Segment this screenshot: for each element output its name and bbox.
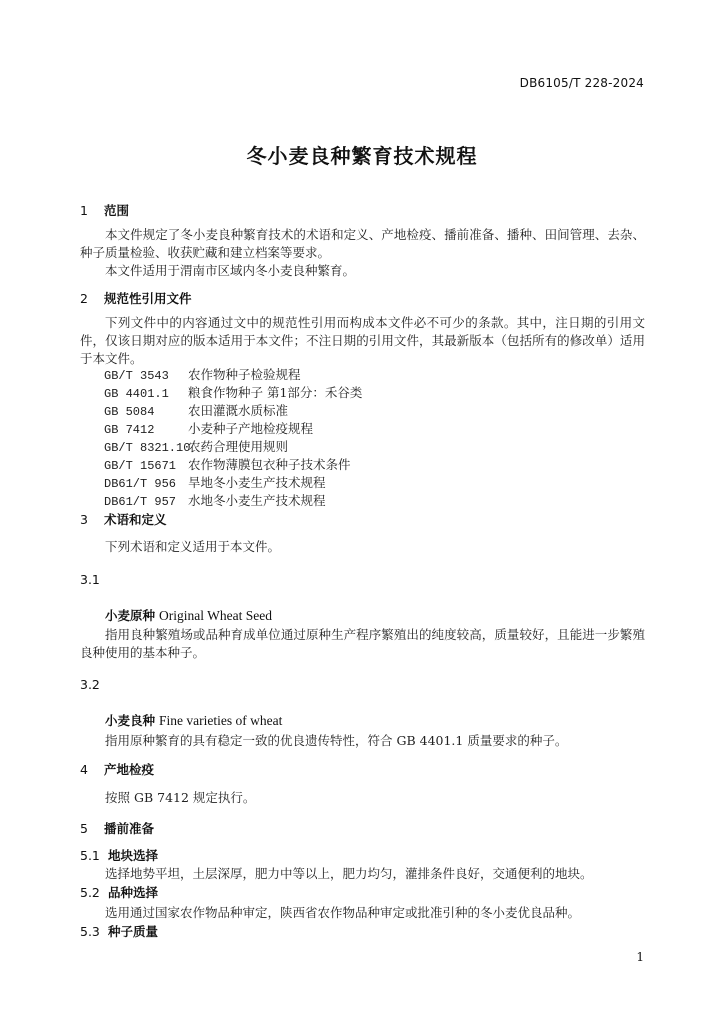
reference-name: 农田灌溉水质标准 [188,403,289,418]
document-id: DB6105/T 228-2024 [519,76,644,90]
term-title [105,606,272,624]
reference-code: GB 4401.1 [104,387,169,401]
section-3-heading [80,510,167,528]
reference-name: 粮食作物种子 第1部分：禾谷类 [188,385,363,400]
term-chinese: 小麦良种 [105,713,156,728]
section-title: 规范性引用文件 [104,291,192,306]
section-number: 2 [80,291,88,306]
section-5-heading [80,819,154,837]
subsection-5-1-heading [80,846,158,864]
reference-name: 农作物薄膜包衣种子技术条件 [188,457,351,472]
section-1-heading [80,201,129,219]
reference-code: GB 5084 [104,405,155,419]
term-definition: 指用原种繁育的具有稳定一致的优良遗传特性，符合 GB 4401.1 质量要求的种子。 [105,733,568,748]
reference-item [104,491,326,509]
subsection-title: 种子质量 [108,924,159,939]
reference-code: DB61/T 956 [104,477,177,491]
reference-name: 农药合理使用规则 [188,439,289,454]
section-title: 播前准备 [104,821,155,836]
subsection-5-3-heading [80,922,158,940]
term-definition: 指用良种繁殖场或品种育成单位通过原种生产程序繁殖出的纯度较高，质量较好，且能进一步繁殖良种使用的基本种子。 [80,627,645,660]
section-number: 4 [80,762,88,777]
subsection-number: 5.3 [80,924,100,939]
reference-item [104,401,288,419]
variety-selection-text: 选用通过国家农作物品种审定，陕西省农作物品种审定或批准引种的冬小麦优良品种。 [105,905,581,920]
term-english: Original Wheat Seed [159,608,272,623]
reference-item [104,383,362,401]
subsection-number: 5.2 [80,885,100,900]
section-title: 产地检疫 [104,762,155,777]
reference-item [104,473,326,491]
subsection-title: 地块选择 [108,848,159,863]
section-number: 3 [80,512,88,527]
section-title: 范围 [104,203,130,218]
reference-name: 农作物种子检验规程 [188,367,301,382]
subsection-5-2-heading [80,883,158,901]
section-number: 1 [80,203,88,218]
section-4-heading [80,760,154,778]
reference-item [104,455,351,473]
document-title: 冬小麦良种繁育技术规程 [246,144,478,168]
term-number: 3.1 [80,572,100,587]
section-number: 5 [80,821,88,836]
page-number: 1 [636,950,644,964]
reference-name: 旱地冬小麦生产技术规程 [188,475,326,490]
reference-name: 小麦种子产地检疫规程 [188,421,314,436]
reference-code: GB/T 15671 [104,459,177,473]
scope-paragraph: 本文件规定了冬小麦良种繁育技术的术语和定义、产地检疫、播前准备、播种、田间管理、去杂、种子质量检验、收获贮藏和建立档案等要求。 [80,227,645,260]
quarantine-text: 按照 GB 7412 规定执行。 [105,790,256,805]
reference-code: GB/T 8321.10 [104,441,191,455]
references-intro: 下列文件中的内容通过文中的规范性引用而构成本文件必不可少的条款。其中，注日期的引用文件，仅该日期对应的版本适用于本文件；不注日期的引用文件，其最新版本（包括所有的修改单）适用于本文件。 [80,315,645,366]
section-2-heading [80,289,192,307]
reference-item [104,437,288,455]
reference-item [104,365,301,383]
reference-name: 水地冬小麦生产技术规程 [188,493,326,508]
term-english: Fine varieties of wheat [159,713,283,728]
reference-item [104,419,313,437]
scope-applicability: 本文件适用于渭南市区域内冬小麦良种繁育。 [105,263,356,278]
term-chinese: 小麦原种 [105,608,156,623]
plot-selection-text: 选择地势平坦，土层深厚，肥力中等以上，肥力均匀，灌排条件良好，交通便利的地块。 [105,866,593,881]
term-number: 3.2 [80,677,100,692]
terms-intro: 下列术语和定义适用于本文件。 [105,539,281,554]
subsection-title: 品种选择 [108,885,159,900]
reference-code: DB61/T 957 [104,495,177,509]
term-title [105,711,282,729]
reference-code: GB 7412 [104,423,155,437]
section-title: 术语和定义 [104,512,167,527]
reference-code: GB/T 3543 [104,369,169,383]
subsection-number: 5.1 [80,848,100,863]
